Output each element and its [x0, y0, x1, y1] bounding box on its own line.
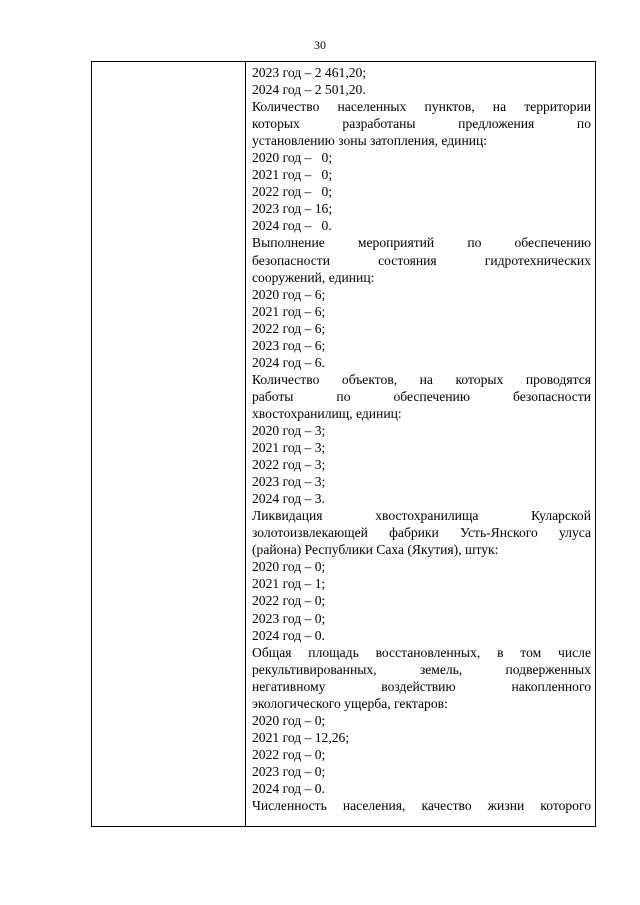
- text-line: 2024 год – 6.: [252, 354, 325, 370]
- text-line: которых разработаны предложения по: [252, 116, 591, 132]
- text-line: 2022 год – 6;: [252, 320, 326, 336]
- text-line: золотоизвлекающей фабрики Усть-Янского улуса: [252, 525, 591, 541]
- text-line: Количество населенных пунктов, на территории: [252, 99, 591, 115]
- text-line: 2023 год – 6;: [252, 337, 326, 353]
- text-line: Общая площадь восстановленных, в том числе: [252, 644, 591, 660]
- text-line: сооружений, единиц:: [252, 269, 375, 285]
- text-line: 2023 год – 16;: [252, 201, 333, 217]
- text-line: экологического ущерба, гектаров:: [252, 695, 448, 711]
- table-left-cell: [92, 62, 246, 826]
- text-line: 2023 год – 0;: [252, 610, 326, 626]
- text-line: Ликвидация хвостохранилища Куларской: [252, 508, 591, 524]
- text-line: 2024 год – 0.: [252, 218, 332, 234]
- text-line: Численность населения, качество жизни которого: [252, 798, 591, 814]
- page-number: 30: [314, 38, 326, 52]
- text-line: 2022 год – 0;: [252, 593, 326, 609]
- text-line: 2024 год – 0.: [252, 627, 325, 643]
- text-line: 2024 год – 3.: [252, 491, 325, 507]
- text-line: Количество объектов, на которых проводятся: [252, 371, 591, 387]
- text-line: 2021 год – 6;: [252, 303, 326, 319]
- text-line: 2023 год – 3;: [252, 474, 326, 490]
- text-line: рекультивированных, земель, подверженных: [252, 661, 591, 677]
- text-line: 2023 год – 0;: [252, 763, 326, 779]
- text-line: 2020 год – 0;: [252, 559, 326, 575]
- text-line: (района) Республики Саха (Якутия), штук:: [252, 542, 499, 558]
- text-line: 2021 год – 3;: [252, 440, 326, 456]
- text-line: 2021 год – 0;: [252, 167, 333, 183]
- text-line: 2022 год – 0;: [252, 184, 333, 200]
- text-line: 2020 год – 0;: [252, 712, 326, 728]
- text-line: безопасности состояния гидротехнических: [252, 252, 591, 268]
- table-right-cell: [252, 64, 591, 814]
- text-line: 2021 год – 12,26;: [252, 729, 350, 745]
- text-line: работы по обеспечению безопасности: [252, 388, 591, 404]
- text-line: 2020 год – 3;: [252, 422, 326, 438]
- text-line: установлению зоны затопления, единиц:: [252, 133, 488, 149]
- text-line: хвостохранилищ, единиц:: [252, 405, 402, 421]
- text-line: 2022 год – 3;: [252, 457, 326, 473]
- text-line: Выполнение мероприятий по обеспечению: [252, 235, 591, 251]
- text-line: негативному воздействию накопленного: [252, 678, 591, 694]
- text-line: 2022 год – 0;: [252, 746, 326, 762]
- text-line: 2020 год – 0;: [252, 150, 333, 166]
- document-table: [91, 61, 596, 827]
- text-line: 2024 год – 2 501,20.: [252, 82, 366, 98]
- text-line: 2021 год – 1;: [252, 576, 326, 592]
- text-line: 2020 год – 6;: [252, 286, 326, 302]
- text-line: 2024 год – 0.: [252, 780, 325, 796]
- text-line: 2023 год – 2 461,20;: [252, 65, 367, 80]
